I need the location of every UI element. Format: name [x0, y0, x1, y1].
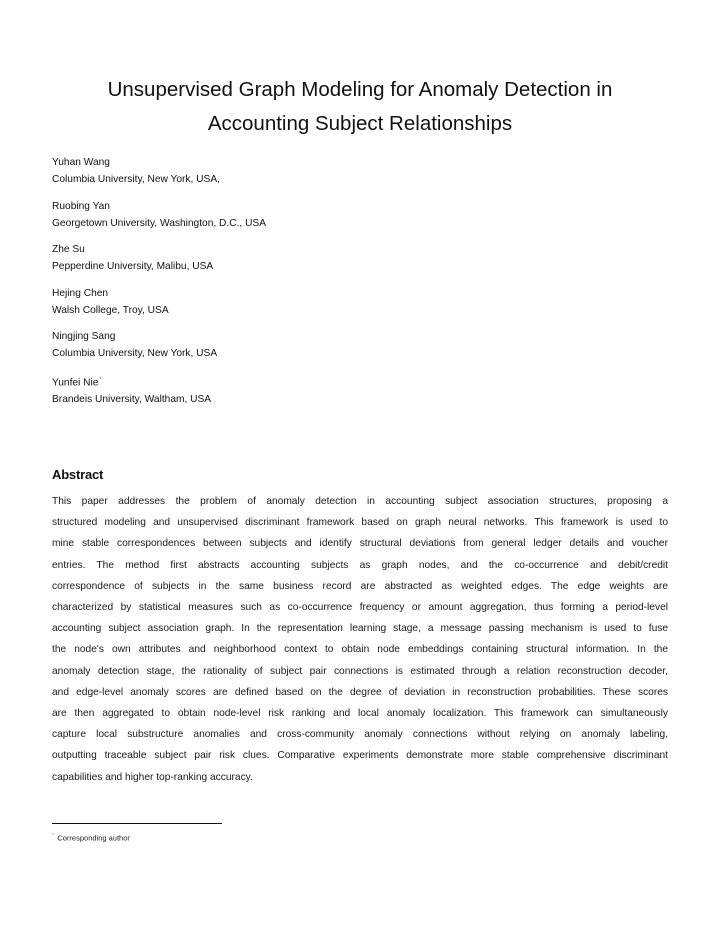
author-affiliation: Columbia University, New York, USA,	[52, 174, 220, 185]
paper-title	[52, 73, 668, 141]
author-block	[52, 154, 668, 188]
author-block	[52, 328, 668, 362]
abstract-line: anomaly detection stage, the rationality of subject pair connections is estimated through a relation reconstruction decoder,	[52, 665, 668, 677]
author-list	[52, 154, 668, 417]
abstract-line: entries. The method first abstracts accounting subjects as graph nodes, and the co-occurrence and debit/credit	[52, 559, 668, 571]
abstract-line: capture local substructure anomalies and cross-community anomaly connections without relying on anomaly labeling,	[52, 729, 668, 741]
abstract-line: capabilities and higher top-ranking accuracy.	[52, 771, 253, 783]
abstract-line: the node's own attributes and neighborhood context to obtain node embeddings containing structural information. In the	[52, 644, 668, 656]
title-line-2: Accounting Subject Relationships	[207, 112, 513, 135]
author-name: Ruobing Yan	[52, 200, 110, 212]
abstract-line: outputting traceable subject pair risk clues. Comparative experiments demonstrate more stable comprehensive discriminant	[52, 750, 668, 762]
abstract-line: correspondence of subjects in the same business record are abstracted as weighted edges. The edge weights are	[52, 580, 668, 592]
title-line-1: Unsupervised Graph Modeling for Anomaly Detection in	[107, 78, 613, 101]
author-name: Ningjing Sang	[52, 331, 116, 342]
author-name: Hejing Chen	[52, 287, 109, 299]
author-affiliation: Brandeis University, Waltham, USA	[52, 393, 212, 405]
abstract-heading: Abstract	[52, 467, 104, 482]
abstract-line: structured modeling and unsupervised discriminant framework based on graph neural networks. This framework is used to	[52, 517, 668, 529]
author-block	[52, 241, 668, 275]
author-affiliation: Columbia University, New York, USA	[52, 348, 218, 359]
author-name: Yunfei Nie	[52, 376, 99, 388]
footnote-separator	[52, 823, 222, 824]
corresponding-author-mark[interactable]: *	[99, 376, 102, 383]
abstract-line: This paper addresses the problem of anomaly detection in accounting subject association structures, proposing a	[52, 496, 668, 507]
footnote-mark: *	[52, 833, 55, 839]
abstract-line: mine stable correspondences between subjects and identify structural deviations from general ledger details and voucher	[52, 538, 668, 550]
author-name: Zhe Su	[52, 244, 85, 255]
abstract-line: are then aggregated to obtain node-level risk ranking and local anomaly localization. This framework can simultaneously	[52, 708, 668, 720]
author-affiliation: Walsh College, Troy, USA	[52, 304, 169, 316]
author-block	[52, 372, 668, 408]
author-name-with-mark	[52, 372, 668, 391]
abstract-line: characterized by statistical measures such as co-occurrence frequency or amount aggregation, thus forming a period-level	[52, 602, 668, 614]
footnote-text: Corresponding author	[57, 833, 130, 843]
author-name: Yuhan Wang	[52, 157, 110, 168]
author-block	[52, 285, 668, 319]
author-block	[52, 198, 668, 232]
abstract-line: accounting subject association graph. In the representation learning stage, a message passing mechanism is used to fuse	[52, 623, 668, 635]
footnote	[52, 833, 130, 843]
author-affiliation: Pepperdine University, Malibu, USA	[52, 261, 214, 272]
abstract-line: and edge-level anomaly scores are defined based on the degree of deviation in reconstruction probabilities. These scores	[52, 686, 668, 698]
abstract-body	[52, 491, 668, 788]
author-affiliation: Georgetown University, Washington, D.C., USA	[52, 217, 267, 229]
